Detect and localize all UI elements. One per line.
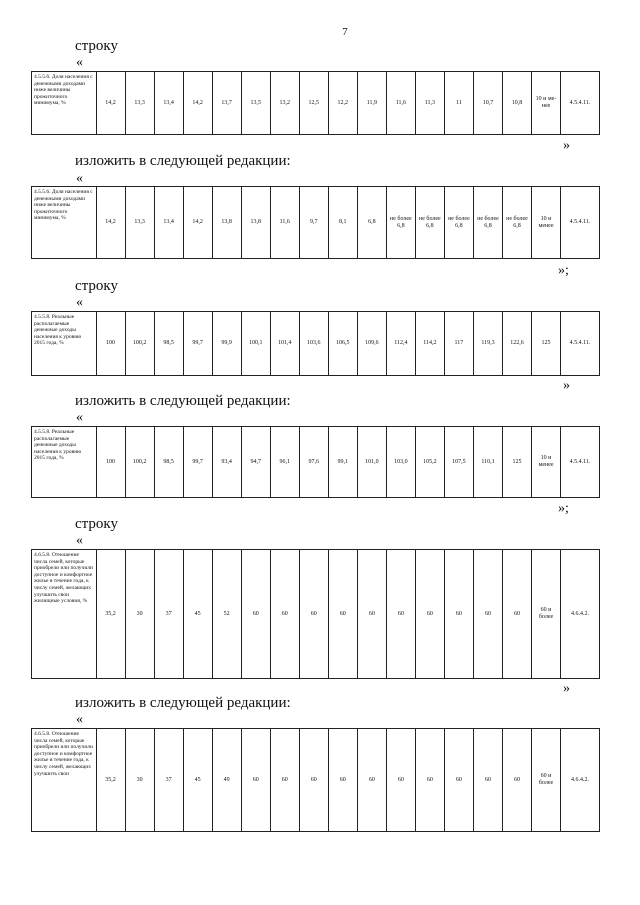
reference-cell: 4.6.4.2. (561, 729, 600, 832)
close-quote: »; (558, 501, 569, 516)
value-cell: 60 (328, 550, 357, 679)
value-cell: 45 (183, 729, 212, 832)
value-cell: 49 (212, 729, 241, 832)
value-cell: 60 (415, 729, 444, 832)
table-row (32, 312, 600, 376)
value-cell: 110,1 (473, 427, 502, 498)
value-cell: не более 6,8 (502, 187, 531, 259)
value-cell: 99,7 (183, 312, 212, 376)
indicator-table (31, 186, 600, 259)
section-label: строку (75, 38, 118, 54)
value-cell: не более 6,8 (386, 187, 415, 259)
value-cell: 99,1 (328, 427, 357, 498)
reference-cell: 4.6.4.2. (561, 550, 600, 679)
value-cell: 60 (241, 729, 270, 832)
open-quote: « (76, 712, 83, 727)
indicator-table (31, 311, 600, 376)
value-cell: 94,7 (241, 427, 270, 498)
value-cell: 60 (502, 729, 531, 832)
value-cell: 97,6 (299, 427, 328, 498)
table-row (32, 72, 600, 135)
value-cell: 60 и более (532, 729, 561, 832)
value-cell: 30 (125, 550, 154, 679)
open-quote: « (76, 55, 83, 70)
close-quote: » (563, 681, 570, 696)
value-cell: 13,2 (270, 72, 299, 135)
value-cell: 101,4 (270, 312, 299, 376)
value-cell: 117 (444, 312, 473, 376)
value-cell: 60 (270, 729, 299, 832)
value-cell: 37 (154, 550, 183, 679)
value-cell: 100,1 (241, 312, 270, 376)
value-cell: 60 (328, 729, 357, 832)
open-quote: « (76, 410, 83, 425)
reference-cell: 4.5.4.11. (561, 72, 600, 135)
value-cell: 8,1 (328, 187, 357, 259)
close-quote: » (563, 378, 570, 393)
value-cell: 14,2 (96, 72, 125, 135)
table-row (32, 729, 600, 832)
value-cell: 60 (444, 729, 473, 832)
value-cell: 13,4 (154, 187, 183, 259)
value-cell: 107,5 (444, 427, 473, 498)
value-cell: 100,2 (125, 427, 154, 498)
indicator-name: 4.5.5.8. Реальные располагаемые денежные доходы населения к уровню 2015 года, % (32, 427, 97, 498)
value-cell: 10 и менее (532, 187, 561, 259)
page-number: 7 (342, 26, 348, 38)
indicator-name: 4.5.5.8. Реальные располагаемые денежные доходы населения к уровню 2015 года, % (32, 312, 97, 376)
value-cell: 60 (357, 550, 386, 679)
close-quote: » (563, 138, 570, 153)
value-cell: 12,5 (299, 72, 328, 135)
table-row (32, 187, 600, 259)
value-cell: 103,0 (386, 427, 415, 498)
value-cell: 105,2 (415, 427, 444, 498)
value-cell: 10 и менее (532, 427, 561, 498)
value-cell: 11,6 (386, 72, 415, 135)
value-cell: 37 (154, 729, 183, 832)
reference-cell: 4.5.4.11. (561, 312, 600, 376)
value-cell: 60 (473, 550, 502, 679)
indicator-table (31, 728, 600, 832)
value-cell: 11 (444, 72, 473, 135)
value-cell: 60 (299, 729, 328, 832)
indicator-table (31, 549, 600, 679)
value-cell: 13,4 (154, 72, 183, 135)
value-cell: 93,4 (212, 427, 241, 498)
value-cell: 13,8 (241, 187, 270, 259)
value-cell: 60 (241, 550, 270, 679)
value-cell: 96,1 (270, 427, 299, 498)
value-cell: 100,2 (125, 312, 154, 376)
value-cell: 60 (270, 550, 299, 679)
value-cell: 13,3 (125, 187, 154, 259)
value-cell: не более 6,8 (415, 187, 444, 259)
value-cell: 119,3 (473, 312, 502, 376)
value-cell: 11,9 (357, 72, 386, 135)
value-cell: 99,7 (183, 427, 212, 498)
value-cell: 6,8 (357, 187, 386, 259)
value-cell: не более 6,8 (444, 187, 473, 259)
value-cell: 125 (502, 427, 531, 498)
value-cell: 112,4 (386, 312, 415, 376)
value-cell: 60 (386, 550, 415, 679)
value-cell: 60 (299, 550, 328, 679)
indicator-name: 4.5.5.6. Доля населения с денежными доходами ниже величины прожиточного минимума, % (32, 187, 97, 259)
value-cell: 9,7 (299, 187, 328, 259)
reference-cell: 4.5.4.11. (561, 187, 600, 259)
value-cell: не более 6,8 (473, 187, 502, 259)
value-cell: 10 и ме- нее (532, 72, 561, 135)
value-cell: 13,8 (212, 187, 241, 259)
value-cell: 60 (473, 729, 502, 832)
indicator-name: 4.6.5.8. Отношение числа семей, которые приобрели или получили доступное и комфортное жилье в течение года, к числу семей, желающих улучшить свои жилищные условия, % (32, 550, 97, 679)
value-cell: 11,6 (270, 187, 299, 259)
indicator-table (31, 426, 600, 498)
value-cell: 100 (96, 312, 125, 376)
value-cell: 14,2 (183, 187, 212, 259)
section-label: строку (75, 516, 118, 532)
table-row (32, 550, 600, 679)
section-label: изложить в следующей редакции: (75, 153, 291, 169)
value-cell: 11,3 (415, 72, 444, 135)
open-quote: « (76, 171, 83, 186)
value-cell: 13,7 (212, 72, 241, 135)
value-cell: 100 (96, 427, 125, 498)
value-cell: 122,6 (502, 312, 531, 376)
value-cell: 98,5 (154, 427, 183, 498)
section-label: изложить в следующей редакции: (75, 393, 291, 409)
value-cell: 45 (183, 550, 212, 679)
value-cell: 101,0 (357, 427, 386, 498)
section-label: строку (75, 278, 118, 294)
value-cell: 114,2 (415, 312, 444, 376)
open-quote: « (76, 533, 83, 548)
section-label: изложить в следующей редакции: (75, 695, 291, 711)
value-cell: 60 (415, 550, 444, 679)
value-cell: 35,2 (96, 729, 125, 832)
indicator-table (31, 71, 600, 135)
open-quote: « (76, 295, 83, 310)
value-cell: 109,6 (357, 312, 386, 376)
reference-cell: 4.5.4.11. (561, 427, 600, 498)
value-cell: 30 (125, 729, 154, 832)
value-cell: 60 и более (532, 550, 561, 679)
value-cell: 35,2 (96, 550, 125, 679)
indicator-name: 4.6.5.8. Отношение числа семей, которые приобрели или получили доступное и комфортное жилье в течение года, к числу семей, желающих улучшить свои (32, 729, 97, 832)
value-cell: 60 (357, 729, 386, 832)
value-cell: 98,5 (154, 312, 183, 376)
value-cell: 106,5 (328, 312, 357, 376)
indicator-name: 4.5.5.6. Доля населения с денежными доходами ниже величины прожиточного минимума, % (32, 72, 97, 135)
value-cell: 10,8 (502, 72, 531, 135)
value-cell: 60 (444, 550, 473, 679)
value-cell: 14,2 (96, 187, 125, 259)
value-cell: 12,2 (328, 72, 357, 135)
value-cell: 52 (212, 550, 241, 679)
close-quote: »; (558, 263, 569, 278)
value-cell: 13,3 (125, 72, 154, 135)
value-cell: 13,5 (241, 72, 270, 135)
value-cell: 10,7 (473, 72, 502, 135)
value-cell: 103,6 (299, 312, 328, 376)
value-cell: 125 (532, 312, 561, 376)
value-cell: 60 (386, 729, 415, 832)
value-cell: 99,9 (212, 312, 241, 376)
value-cell: 14,2 (183, 72, 212, 135)
table-row (32, 427, 600, 498)
value-cell: 60 (502, 550, 531, 679)
